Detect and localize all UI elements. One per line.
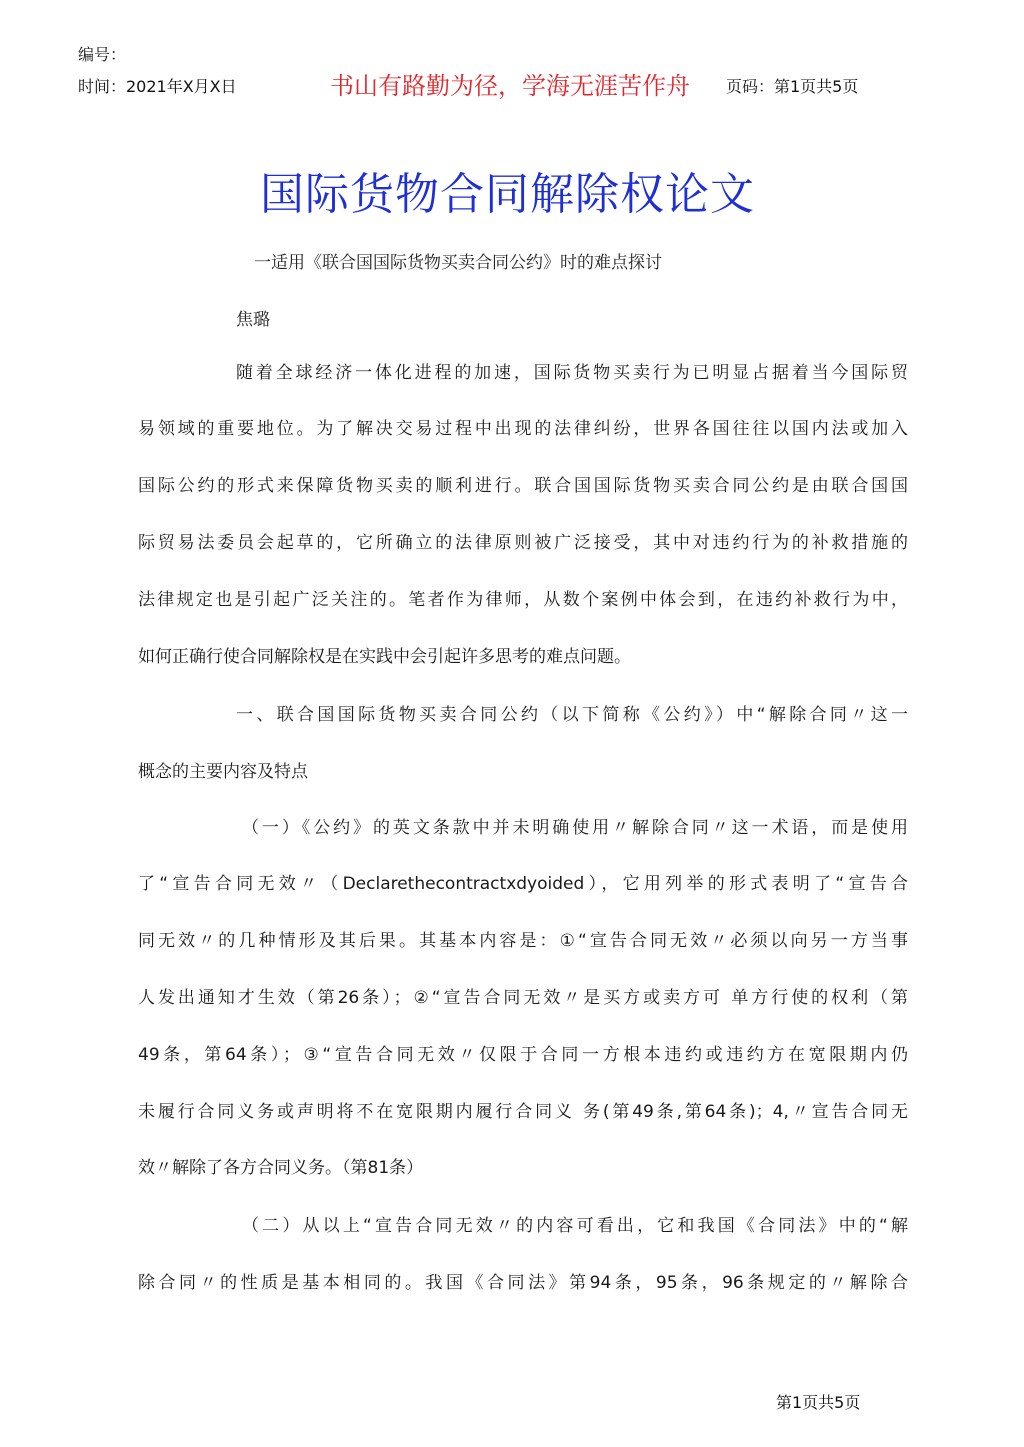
body-line: 易领域的重要地位。为了解决交易过程中出现的法律纠纷，世界各国往往以国内法或加入	[138, 419, 908, 439]
document-author: 焦璐	[236, 310, 270, 330]
footer-page-indicator: 第1页共5页	[776, 1393, 861, 1412]
body-line: 同无效〃的几种情形及其后果。其基本内容是：①“宣告合同无效〃必须以向另一方当事	[138, 931, 908, 951]
body-line: 法律规定也是引起广泛关注的。笔者作为律师，从数个案例中体会到，在违约补救行为中，	[138, 590, 908, 610]
document-title: 国际货物合同解除权论文	[260, 169, 755, 220]
body-line: 一、联合国国际货物买卖合同公约（以下简称《公约》）中“解除合同〃这一	[236, 705, 908, 725]
body-line: 如何正确行使合同解除权是在实践中会引起许多思考的难点问题。	[138, 647, 631, 667]
header-page-indicator: 页码：第1页共5页	[726, 77, 859, 96]
body-line: 概念的主要内容及特点	[138, 762, 308, 782]
body-line: 际贸易法委员会起草的，它所确立的法律原则被广泛接受，其中对违约行为的补救措施的	[138, 533, 908, 553]
body-line: 随着全球经济一体化进程的加速，国际货物买卖行为已明显占据着当今国际贸	[236, 363, 908, 383]
body-line: 国际公约的形式来保障货物买卖的顺利进行。联合国国际货物买卖合同公约是由联合国国	[138, 476, 908, 496]
document-number-label: 编号：	[78, 45, 127, 64]
body-line: 除合同〃的性质是基本相同的。我国《合同法》第94条，95条，96条规定的〃解除合	[138, 1273, 908, 1293]
body-line: 49条，第64条）；③“宣告合同无效〃仅限于合同一方根本违约或违约方在宽限期内仍	[138, 1045, 908, 1065]
body-line: 效〃解除了各方合同义务。（第81条）	[138, 1158, 424, 1178]
body-line: 了“宣告合同无效〃（Declarethecontractxdyoided），它用列举的形式表明了“宣告合	[138, 874, 908, 894]
body-line: （二）从以上“宣告合同无效〃的内容可看出，它和我国《合同法》中的“解	[242, 1216, 908, 1236]
document-subtitle: 一适用《联合国国际货物买卖合同公约》时的难点探讨	[254, 253, 662, 273]
document-time-label: 时间：2021年X月X日	[78, 77, 237, 96]
body-line: （一）《公约》的英文条款中并未明确使用〃解除合同〃这一术语，而是使用	[242, 818, 908, 838]
header-motto: 书山有路勤为径，学海无涯苦作舟	[330, 72, 690, 100]
body-line: 人发出通知才生效（第26条）；②“宣告合同无效〃是买方或卖方可 单方行使的权利（第	[138, 988, 908, 1008]
body-line: 未履行合同义务或声明将不在宽限期内履行合同义 务(第49条,第64条)；4,〃宣告合同无	[138, 1102, 908, 1122]
